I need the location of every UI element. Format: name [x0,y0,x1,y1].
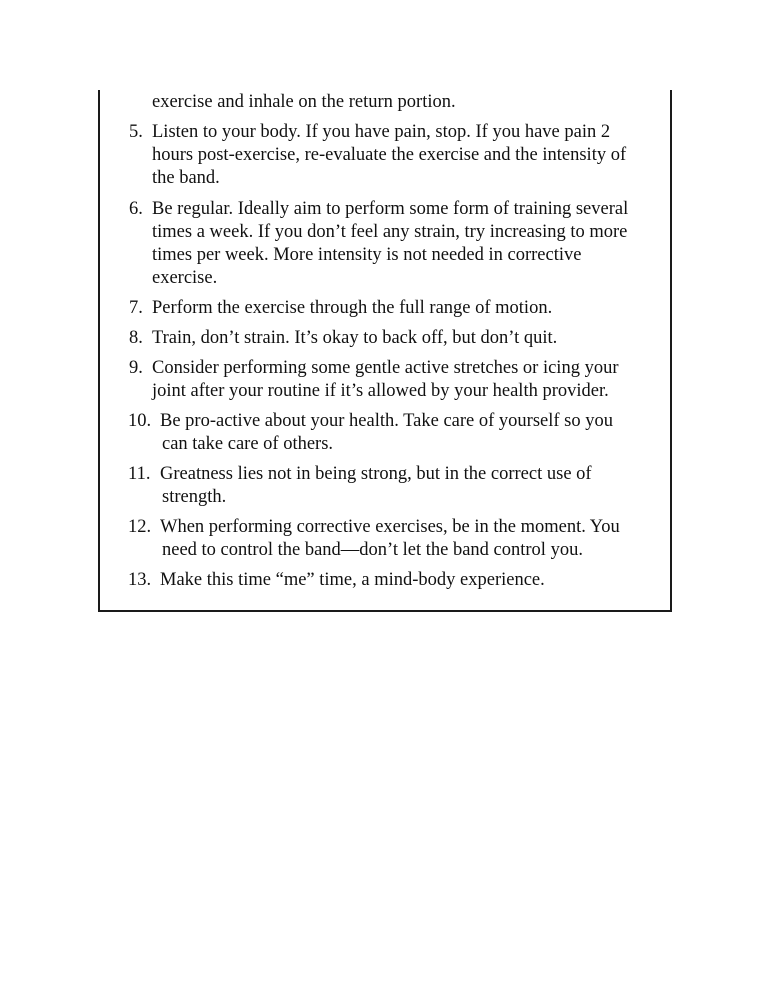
list-item-number: 5. [129,122,143,142]
list-item-line: the band. [152,168,220,188]
list-item-line: When performing corrective exercises, be in the moment. You [160,517,620,537]
list-item-line: times per week. More intensity is not needed in corrective [152,245,582,265]
list-item-number: 11. [128,464,151,484]
list-item-line: Train, don’t strain. It’s okay to back off, but don’t quit. [152,328,558,348]
list-item-number: 12. [128,517,152,537]
list-item-line: need to control the band—don’t let the band control you. [162,540,583,560]
list-item-line: exercise. [152,268,218,288]
list-continuation: exercise and inhale on the return portion. [152,92,456,112]
list-item-line: joint after your routine if it’s allowed by your health provider. [152,381,609,401]
list-item-line: times a week. If you don’t feel any strain, try increasing to more [152,222,628,242]
list-item-line: Perform the exercise through the full range of motion. [152,298,553,318]
list-item-number: 6. [129,199,143,219]
list-item-line: Be regular. Ideally aim to perform some form of training several [152,199,629,219]
list-item-line: Consider performing some gentle active stretches or icing your [152,358,619,378]
list-item-line: strength. [162,487,227,507]
list-item-line: Be pro-active about your health. Take care of yourself so you [160,411,613,431]
list-item-number: 8. [129,328,143,348]
list-item-line: Greatness lies not in being strong, but in the correct use of [160,464,592,484]
list-item-number: 9. [129,358,143,378]
list-item-line: Listen to your body. If you have pain, stop. If you have pain 2 [152,122,611,142]
list-item-line: Make this time “me” time, a mind-body experience. [160,570,545,590]
list-item-number: 10. [128,411,152,431]
list-item-line: hours post-exercise, re-evaluate the exercise and the intensity of [152,145,627,165]
list-item-line: can take care of others. [162,434,334,454]
list-item-number: 7. [129,298,143,318]
list-item-number: 13. [128,570,152,590]
